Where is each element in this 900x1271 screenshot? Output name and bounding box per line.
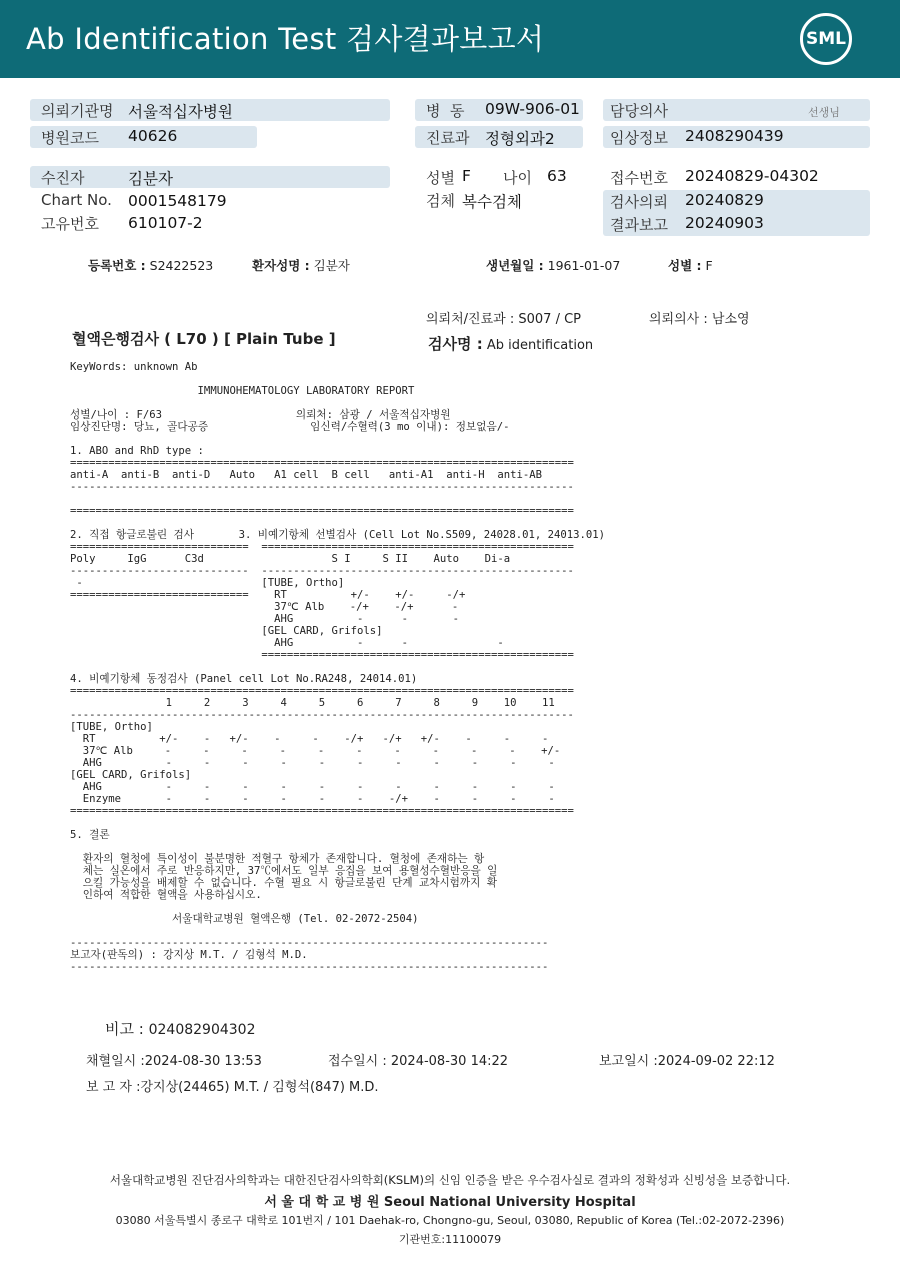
report-line: 37℃ Alb -/+ -/+ - — [70, 601, 459, 613]
report-line: [GEL CARD, Grifols] — [70, 769, 192, 781]
report-line: --------------------------------------------------------------------------- — [70, 961, 549, 973]
test-request-value: 20240829 — [685, 191, 764, 209]
report-line — [70, 433, 605, 445]
report-line: 서울대학교병원 혈액은행 (Tel. 02-2072-2504) — [70, 913, 419, 925]
org-value: 서울적십자병원 — [128, 103, 233, 121]
patient-name: 환자성명 : 김분자 — [252, 258, 350, 273]
hospital-address: 03080 서울특별시 종로구 대학로 101번지 / 101 Daehak-ro, Chongno-gu, Seoul, 03080, Republic of Korea (Tel.:02-2072-2396) — [115, 1214, 785, 1227]
report-line: 2. 직접 항글로불린 검사 3. 비예기항체 선별검사 (Cell Lot No.S509, 24028.01, 24013.01) — [70, 529, 605, 541]
report-line: 4. 비예기항체 동정검사 (Panel cell Lot No.RA248, 24014.01) — [70, 673, 418, 685]
report-line: 체는 실온에서 주로 반응하지만, 37℃에서도 일부 응집을 보여 용혈성수혈반응을 일 — [70, 865, 498, 877]
summary-sex: 성별 : F — [668, 258, 713, 273]
report-title: Ab Identification Test 검사결과보고서 — [26, 22, 545, 56]
report-line: ------------------------------------------------------------------------------- — [70, 709, 574, 721]
report-line: 인하여 적합한 혈액을 사용하십시오. — [70, 889, 262, 901]
report-line: - [TUBE, Ortho] — [70, 577, 345, 589]
org-label: 의뢰기관명 — [41, 102, 114, 120]
report-line: =============================================================================== — [70, 457, 574, 469]
unique-value: 610107-2 — [128, 214, 203, 232]
report-line: [GEL CARD, Grifols] — [70, 625, 383, 637]
collection-time: 채혈일시 :2024-08-30 13:53 — [86, 1054, 262, 1069]
report-line: AHG - - - - - - - - - - - — [70, 781, 555, 793]
result-report-value: 20240903 — [685, 214, 764, 232]
report-time: 보고일시 :2024-09-02 22:12 — [599, 1054, 775, 1069]
test-name: 검사명 : Ab identification — [428, 335, 594, 353]
report-line: anti-A anti-B anti-D Auto A1 cell B cell anti-A1 anti-H anti-AB — [70, 469, 542, 481]
report-line: =============================================================================== — [70, 505, 574, 517]
referring-doctor: 의뢰의사 : 남소영 — [649, 312, 750, 327]
report-line: Enzyme - - - - - - -/+ - - - - — [70, 793, 555, 805]
dept-value: 정형외과2 — [485, 130, 555, 148]
report-line: ================================================= — [70, 649, 574, 661]
report-line: ------------------------------------------------------------------------------- — [70, 481, 574, 493]
report-line — [70, 901, 605, 913]
test-request-label: 검사의뢰 — [610, 193, 668, 211]
chart-label: Chart No. — [41, 191, 112, 209]
report-line: --------------------------------------------------------------------------- — [70, 937, 549, 949]
clinical-label: 임상정보 — [610, 129, 668, 147]
ward-value: 09W-906-01 — [485, 100, 580, 118]
report-line: 1 2 3 4 5 6 7 8 9 10 11 — [70, 697, 555, 709]
report-line: IMMUNOHEMATOLOGY LABORATORY REPORT — [70, 385, 415, 397]
report-line: Poly IgG C3d S I S II Auto Di-a — [70, 553, 511, 565]
lab-report-body — [70, 361, 605, 973]
unique-label: 고유번호 — [41, 215, 99, 233]
certification-text: 서울대학교병원 진단검사의학과는 대한진단검사의학회(KSLM)의 신임 인증을 받은 우수검사실로 결과의 정확성과 신빙성을 보증합니다. — [109, 1173, 791, 1187]
referral: 의뢰처/진료과 : S007 / CP — [426, 312, 582, 327]
doctor-label: 담당의사 — [610, 102, 668, 120]
patient-label: 수진자 — [41, 169, 85, 187]
report-line: =============================================================================== — [70, 685, 574, 697]
ward-label: 병 동 — [426, 102, 465, 120]
report-line: AHG - - - — [70, 613, 460, 625]
report-line: ============================ ================================================= — [70, 541, 574, 553]
report-line — [70, 373, 605, 385]
patient-value: 김분자 — [128, 170, 173, 188]
report-line: 1. ABO and RhD type : — [70, 445, 204, 457]
receipt-label: 접수번호 — [610, 169, 668, 187]
report-line: =============================================================================== — [70, 805, 574, 817]
report-line — [70, 493, 605, 505]
age-value: 63 — [547, 167, 567, 185]
bloodbank-test-title: 혈액은행검사 ( L70 ) [ Plain Tube ] — [72, 330, 336, 348]
report-line: ============================ RT +/- +/- -/+ — [70, 589, 466, 601]
report-line — [70, 397, 605, 409]
hospital-code-value: 40626 — [128, 127, 178, 145]
hospital-name: 서 울 대 학 교 병 원 Seoul National University Hospital — [264, 1195, 636, 1210]
report-line: 성별/나이 : F/63 의뢰처: 삼광 / 서울적십자병원 — [70, 409, 451, 421]
age-label: 나이 — [503, 169, 532, 187]
report-line: 37℃ Alb - - - - - - - - - - +/- — [70, 745, 561, 757]
report-line: AHG - - - - - - - - - - - — [70, 757, 555, 769]
sml-logo-text: SML — [806, 29, 846, 49]
report-line: ---------------------------- ------------------------------------------------- — [70, 565, 574, 577]
report-line: 으킬 가능성을 배제할 수 없습니다. 수혈 필요 시 항글로불린 단계 교차시험까지 확 — [70, 877, 497, 889]
sml-logo — [800, 13, 852, 65]
dept-label: 진료과 — [426, 129, 470, 147]
birth-date: 생년월일 : 1961-01-07 — [486, 258, 621, 273]
report-line — [70, 817, 605, 829]
institution-number: 기관번호:11100079 — [398, 1233, 502, 1246]
report-line: AHG - - - — [70, 637, 504, 649]
clinical-value: 2408290439 — [685, 127, 784, 145]
registration-no: 등록번호 : S2422523 — [88, 258, 214, 273]
report-line: 5. 결론 — [70, 829, 110, 841]
specimen-label: 검체 — [426, 192, 455, 210]
report-line — [70, 661, 605, 673]
chart-value: 0001548179 — [128, 192, 227, 210]
report-line — [70, 925, 605, 937]
report-line — [70, 841, 605, 853]
result-report-label: 결과보고 — [610, 216, 668, 234]
specimen-value: 복수검체 — [462, 193, 522, 211]
report-line: RT +/- - +/- - - -/+ -/+ +/- - - - — [70, 733, 549, 745]
report-line: 임상진단명: 당뇨, 골다공증 임신력/수혈력(3 mo 이내): 정보없음/- — [70, 421, 510, 433]
reporter: 보 고 자 :강지상(24465) M.T. / 김형석(847) M.D. — [86, 1080, 379, 1095]
report-line: KeyWords: unknown Ab — [70, 361, 198, 373]
report-header — [0, 0, 900, 78]
receipt-time: 접수일시 : 2024-08-30 14:22 — [328, 1054, 509, 1069]
receipt-value: 20240829-04302 — [685, 167, 819, 185]
sex-label: 성별 — [426, 169, 455, 187]
report-line: [TUBE, Ortho] — [70, 721, 153, 733]
hospital-code-label: 병원코드 — [41, 129, 99, 147]
report-line: 보고자(판독의) : 강지상 M.T. / 김형석 M.D. — [70, 949, 308, 961]
doctor-suffix: 선생님 — [808, 106, 840, 119]
report-line: 환자의 혈청에 특이성이 불분명한 적혈구 항체가 존재합니다. 혈청에 존재하는 항 — [70, 853, 485, 865]
remark: 비고 : 024082904302 — [105, 1020, 256, 1038]
sex-value: F — [462, 167, 471, 185]
report-line — [70, 517, 605, 529]
